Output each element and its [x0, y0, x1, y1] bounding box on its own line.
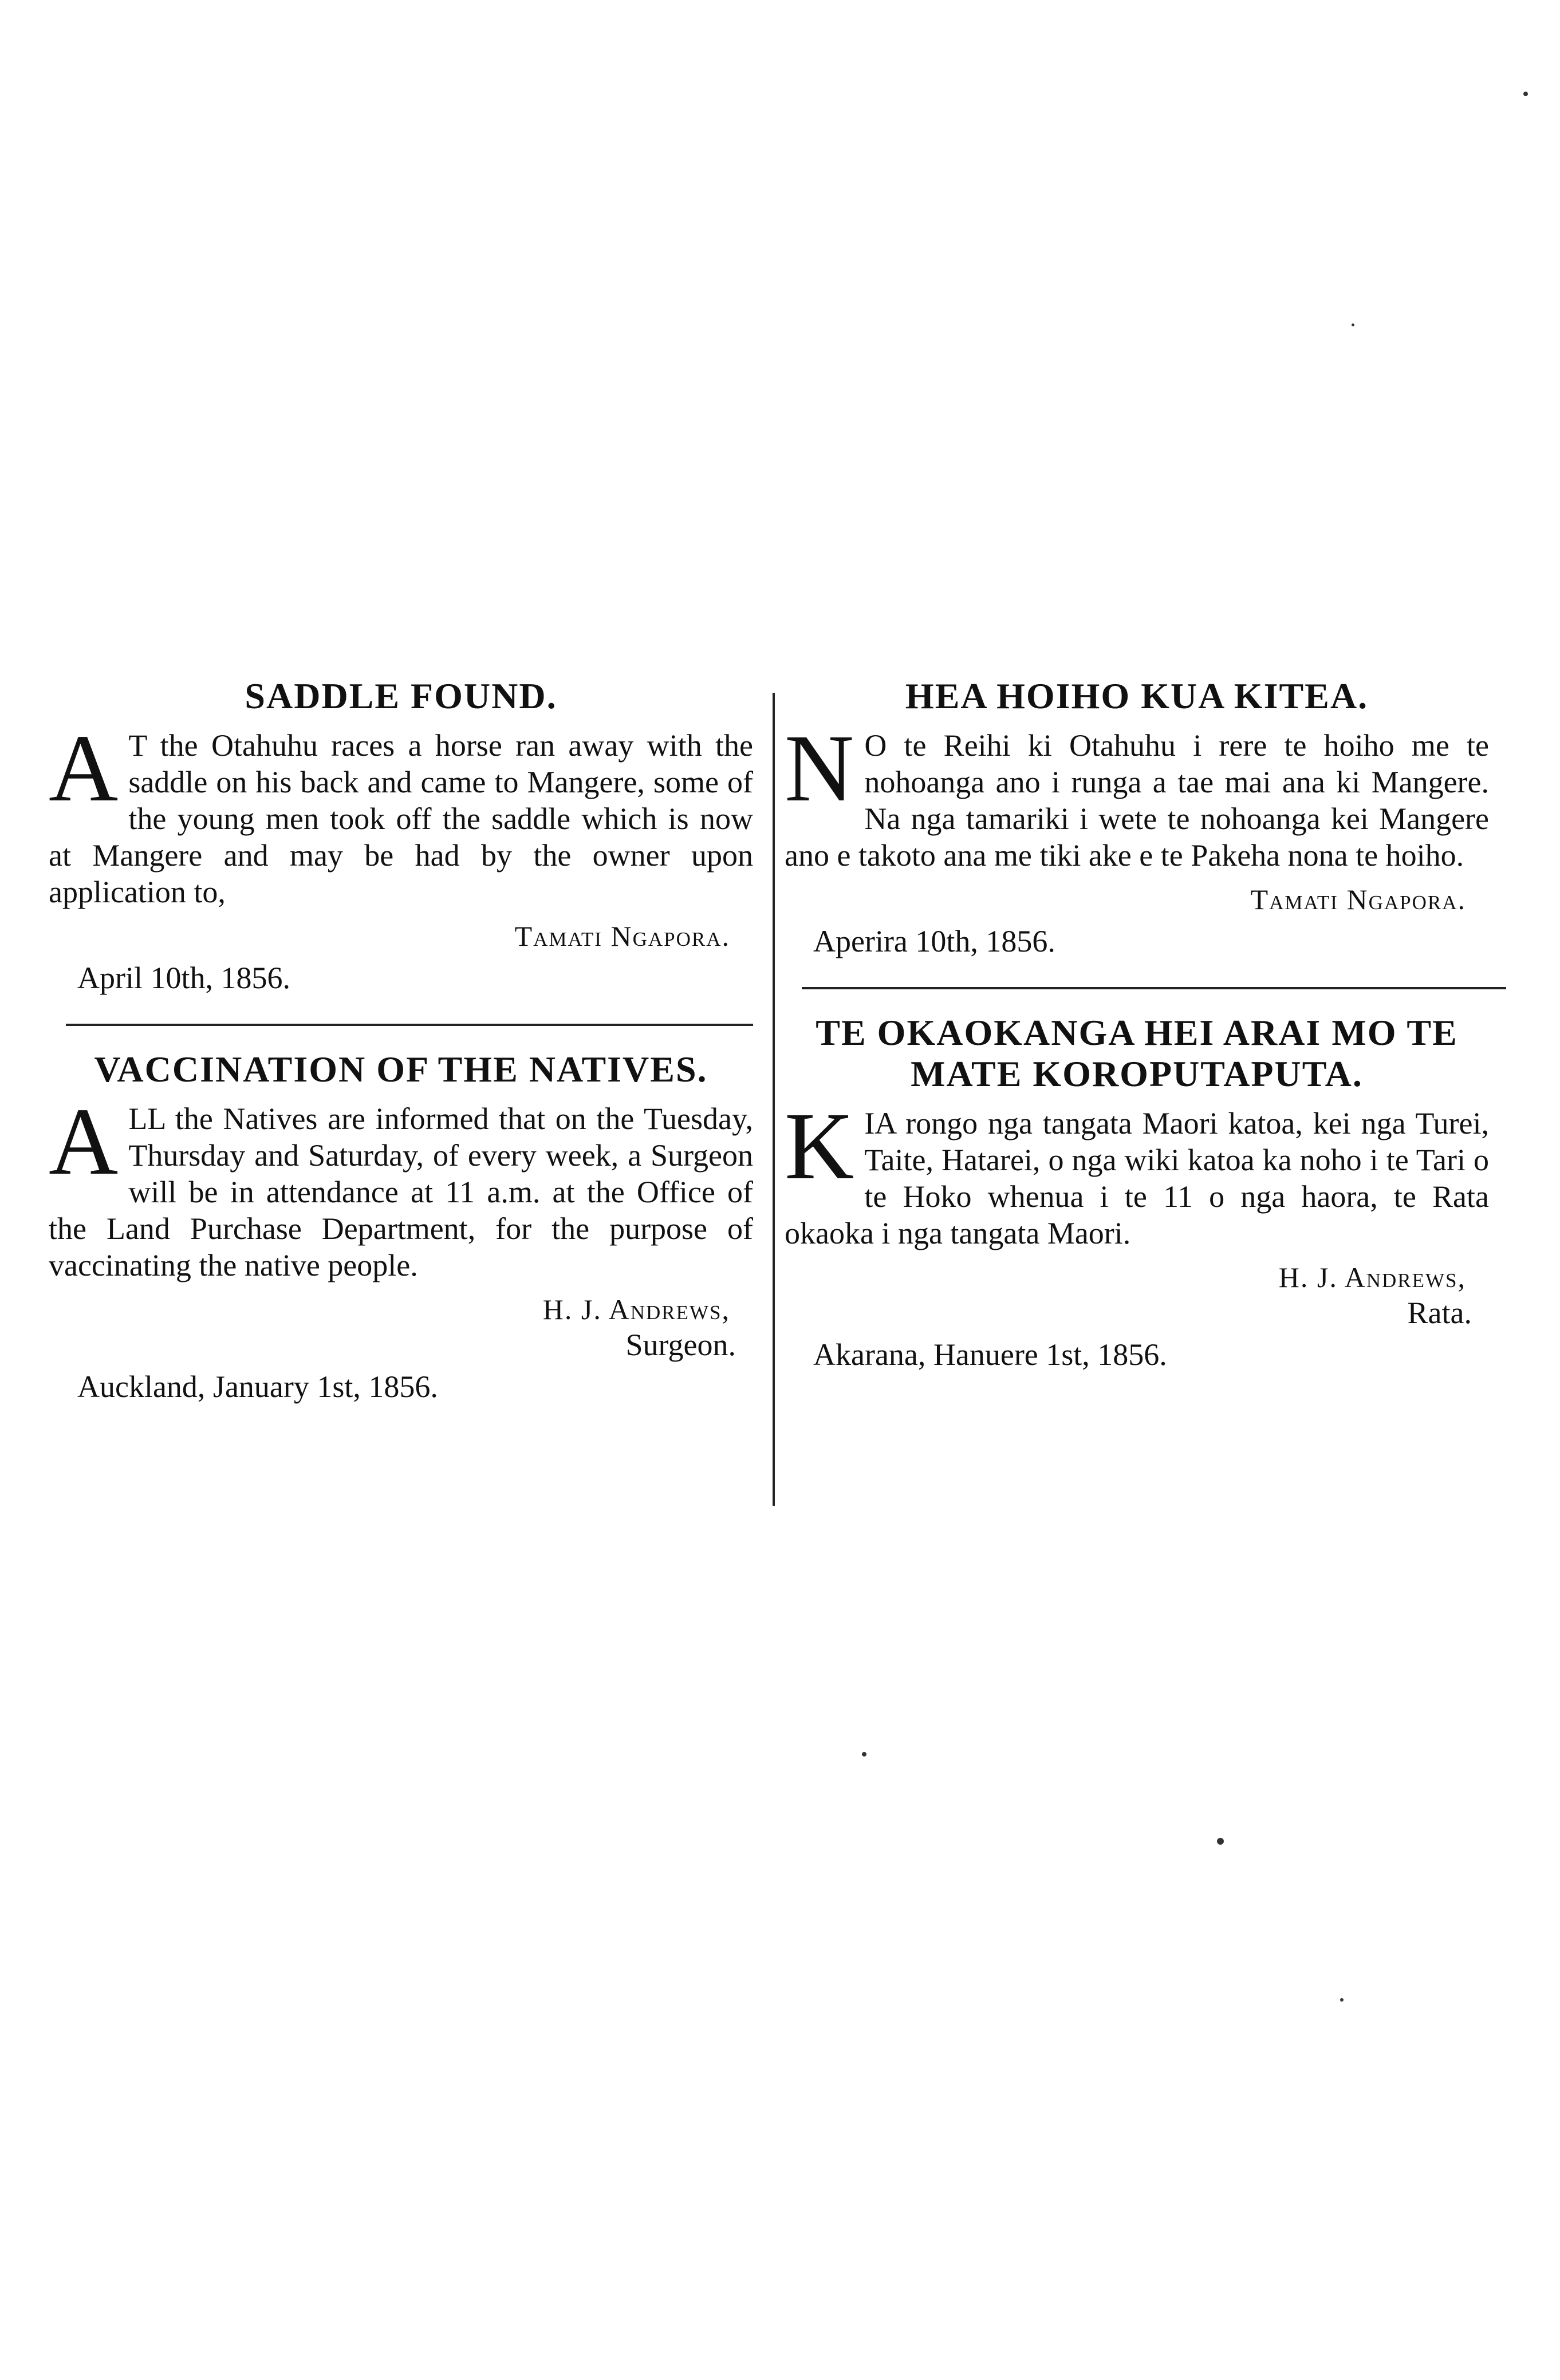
hea-hoiho-notice	[785, 676, 1489, 960]
notice-body	[785, 1093, 1489, 1252]
notice-signature: H. J. Andrews,	[1278, 1261, 1466, 1293]
okaokanga-notice	[785, 1012, 1489, 1373]
column-divider	[773, 693, 775, 1506]
notice-date: Aperira 10th, 1856.	[813, 924, 1055, 958]
notice-heading: SADDLE FOUND.	[245, 676, 557, 716]
notice-signature: Tamati Ngapora.	[514, 920, 730, 952]
notice-text: T the Otahuhu races a horse ran away with the saddle on his back and came to Mangere, some of the young men took off the saddle which is now at Mangere and may be had by the owner upon application to,	[49, 728, 753, 909]
notice-body	[49, 1088, 753, 1284]
vaccination-notice	[49, 1049, 753, 1405]
paper-speck	[1352, 323, 1354, 326]
drop-cap: K	[785, 1093, 854, 1199]
notice-signature-title: Rata.	[1407, 1296, 1472, 1330]
paper-speck	[862, 1752, 866, 1757]
notice-heading: HEA HOIHO KUA KITEA.	[905, 676, 1369, 716]
notice-text: LL the Natives are informed that on the Tuesday, Thursday and Saturday, of every week, a Surgeon will be in attendance at 11 a.m. at the Office of the Land Purchase Department, for the purpose of vaccinating the native people.	[49, 1102, 753, 1282]
notice-signature: Tamati Ngapora.	[1250, 883, 1466, 915]
notice-date: Akarana, Hanuere 1st, 1856.	[813, 1337, 1167, 1372]
notice-body	[49, 715, 753, 910]
notice-date: April 10th, 1856.	[77, 961, 290, 995]
maori-column	[785, 676, 1489, 1373]
paper-speck	[1523, 92, 1528, 96]
notice-heading: TE OKAOKANGA HEI ARAI MO TE MATE KOROPUTAPUTA.	[816, 1012, 1458, 1094]
notice-signature: H. J. Andrews,	[542, 1293, 730, 1325]
saddle-found-notice	[49, 676, 753, 996]
notice-heading: VACCINATION OF THE NATIVES.	[94, 1049, 708, 1090]
section-divider	[802, 987, 1506, 989]
notice-signature-title: Surgeon.	[625, 1328, 736, 1362]
section-divider	[66, 1024, 753, 1026]
notice-text: O te Reihi ki Otahuhu i rere te hoiho me te nohoanga ano i runga a tae mai ana ki Mangere. Na nga tamariki i wete te nohoanga kei Mangere ano e takoto ana me tiki ake e te Pakeha nona te hoiho.	[785, 728, 1489, 873]
english-column	[49, 676, 753, 1405]
notice-body	[785, 715, 1489, 874]
drop-cap: A	[49, 715, 119, 822]
drop-cap: N	[785, 715, 854, 822]
paper-speck	[1340, 1998, 1344, 2002]
notice-text: IA rongo nga tangata Maori katoa, kei nga Turei, Taite, Hatarei, o nga wiki katoa ka noho i te Tari o te Hoko whenua i te 11 o nga haora, te Rata okaoka i nga tangata Maori.	[785, 1106, 1489, 1250]
paper-speck	[1217, 1838, 1224, 1845]
notice-date: Auckland, January 1st, 1856.	[77, 1369, 438, 1404]
drop-cap: A	[49, 1088, 119, 1195]
